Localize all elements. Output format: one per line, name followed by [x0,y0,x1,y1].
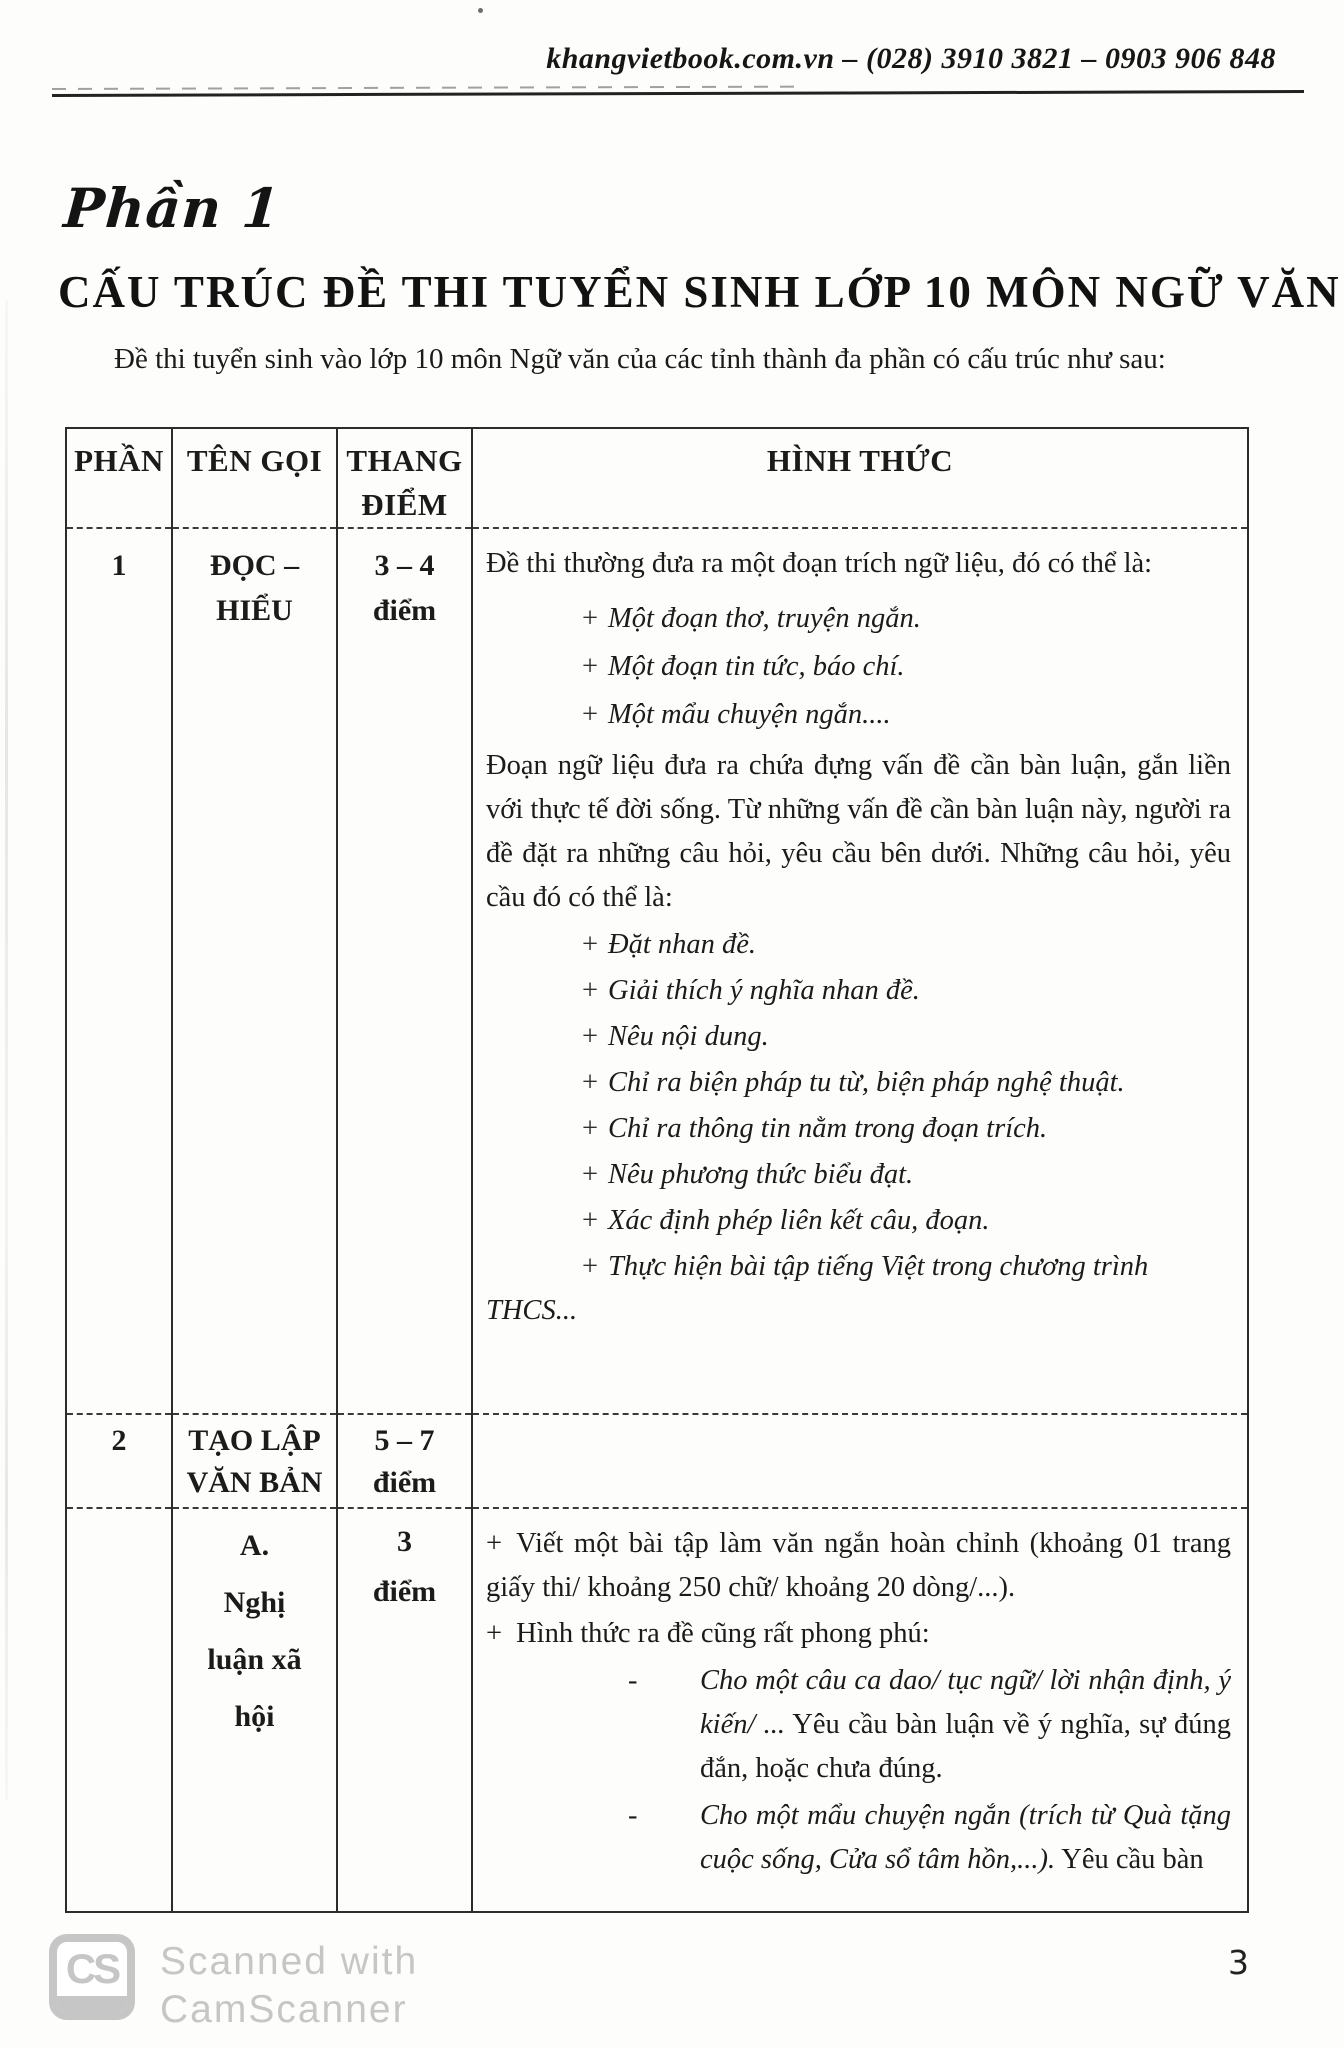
score-unit: điểm [372,1575,437,1608]
list-item: + Đặt nhan đề. [486,923,1231,967]
page-number: 3 [1228,1943,1249,1982]
camscanner-logo-text: CS [65,1945,119,1992]
plus-marker: + [582,1021,599,1052]
plus-marker: + [582,1205,599,1236]
scan-artifact-dot [478,8,483,13]
list-item: + Một đoạn tin tức, báo chí. [486,645,1231,689]
plus-marker: + [486,1618,503,1649]
dash-marker: - [628,1665,638,1696]
header-contact-line: khangvietbook.com.vn – (028) 3910 3821 – 0903 906 848 [546,42,1276,75]
watermark-line-2: CamScanner [160,1988,408,2031]
list-item: + Thực hiện bài tập tiếng Việt trong chương trình THCS... [486,1245,1231,1333]
plus-marker: + [582,603,599,634]
part-label: Phần 1 [61,176,283,240]
cell-phan-2: 2 [66,1414,172,1508]
row3-paragraph-2: + Hình thức ra đề cũng rất phong phú: [486,1618,930,1649]
col-header-hinh-thuc: HÌNH THỨC [472,428,1248,528]
cell-ten-goi-nghi-luan [172,1508,337,1912]
plus-marker: + [582,975,599,1006]
camscanner-logo-icon [49,1934,135,2020]
plus-marker: + [582,1159,599,1190]
row1-paragraph-1: Đề thi thường đưa ra một đoạn trích ngữ liệu, đó có thể là: [486,548,1153,579]
score-range: 3 – 4 [374,549,435,582]
list-item: + Một mẩu chuyện ngắn.... [486,693,1231,737]
list-item: + Chỉ ra thông tin nằm trong đoạn trích. [486,1107,1231,1151]
intro-paragraph: Đề thi tuyển sinh vào lớp 10 môn Ngữ văn của các tỉnh thành đa phần có cấu trúc như sau: [114,343,1166,375]
plus-marker: + [582,1067,599,1098]
cell-thang-diem-row2 [337,1414,472,1508]
plus-marker: + [582,699,599,730]
col-header-ten-goi: TÊN GỌI [172,428,337,528]
dash-marker: - [628,1800,638,1831]
row1-bullet-group-1 [486,597,1231,737]
sub-section-label: A. [239,1529,270,1562]
cell-thang-diem-row3 [337,1508,472,1912]
col-header-thang-diem: THANG ĐIỂM [337,428,472,528]
cell-ten-goi-tao-lap: TẠO LẬP VĂN BẢN [172,1414,337,1508]
list-item: - Cho một câu ca dao/ tục ngữ/ lời nhận định, ý kiến/ ... Yêu cầu bàn luận về ý nghĩa, sự đúng đắn, hoặc chưa đúng. [486,1659,1231,1791]
page-title: CẤU TRÚC ĐỀ THI TUYỂN SINH LỚP 10 MÔN NGỮ VĂN [58,267,1341,317]
score-range: 5 – 7 [374,1424,435,1457]
plus-marker: + [582,1113,599,1144]
list-item: + Nêu nội dung. [486,1015,1231,1059]
exam-structure-table [65,427,1249,1913]
plus-marker: + [582,651,599,682]
scan-edge-streak [5,300,8,1800]
cell-phan-empty [66,1508,172,1912]
plus-marker: + [582,1251,599,1282]
col-header-phan: PHẦN [74,443,164,478]
cell-hinh-thuc-row1 [472,528,1248,1414]
table-row-nghi-luan [66,1508,1248,1912]
list-item: + Giải thích ý nghĩa nhan đề. [486,969,1231,1013]
sub-section-name: Nghị luận xã hội [207,1586,302,1733]
list-item: + Một đoạn thơ, truyện ngắn. [486,597,1231,641]
header-divider-rule [52,90,1304,97]
table-header-row [66,428,1248,528]
camscanner-watermark [160,1938,418,2034]
cell-phan-1: 1 [66,528,172,1414]
list-item: + Xác định phép liên kết câu, đoạn. [486,1199,1231,1243]
table-row-tao-lap [66,1414,1248,1508]
score-range: 3 [397,1525,412,1558]
cell-hinh-thuc-row2 [472,1414,1248,1508]
score-unit: điểm [372,1466,437,1499]
row1-bullet-group-2 [486,923,1231,1333]
camscanner-logo-bar [57,1996,127,2012]
list-item: - Cho một mẩu chuyện ngắn (trích từ Quà tặng cuộc sống, Cửa sổ tâm hồn,...). Yêu cầu bàn [486,1794,1231,1882]
cell-ten-goi-doc-hieu: ĐỌC – HIỂU [172,528,337,1414]
plus-marker: + [582,929,599,960]
row3-paragraph-1: + Viết một bài tập làm văn ngắn hoàn chỉnh (khoảng 01 trang giấy thi/ khoảng 250 chữ/ khoảng 20 dòng/...). [486,1528,1231,1603]
list-item: + Nêu phương thức biểu đạt. [486,1153,1231,1197]
table-row-doc-hieu [66,528,1248,1414]
list-item: + Chỉ ra biện pháp tu từ, biện pháp nghệ thuật. [486,1061,1231,1105]
row1-paragraph-2: Đoạn ngữ liệu đưa ra chứa đựng vấn đề cần bàn luận, gắn liền với thực tế đời sống. Từ những vấn đề cần bàn luận này, người ra đề đặt ra những câu hỏi, yêu cầu bên dưới. Những câu hỏi, yêu cầu đó có thể là: [486,750,1231,913]
watermark-line-1: Scanned with [160,1940,419,1983]
cell-thang-diem-row1 [337,528,472,1414]
score-unit: điểm [372,594,437,627]
cell-hinh-thuc-row3 [472,1508,1248,1912]
plus-marker: + [486,1528,503,1559]
